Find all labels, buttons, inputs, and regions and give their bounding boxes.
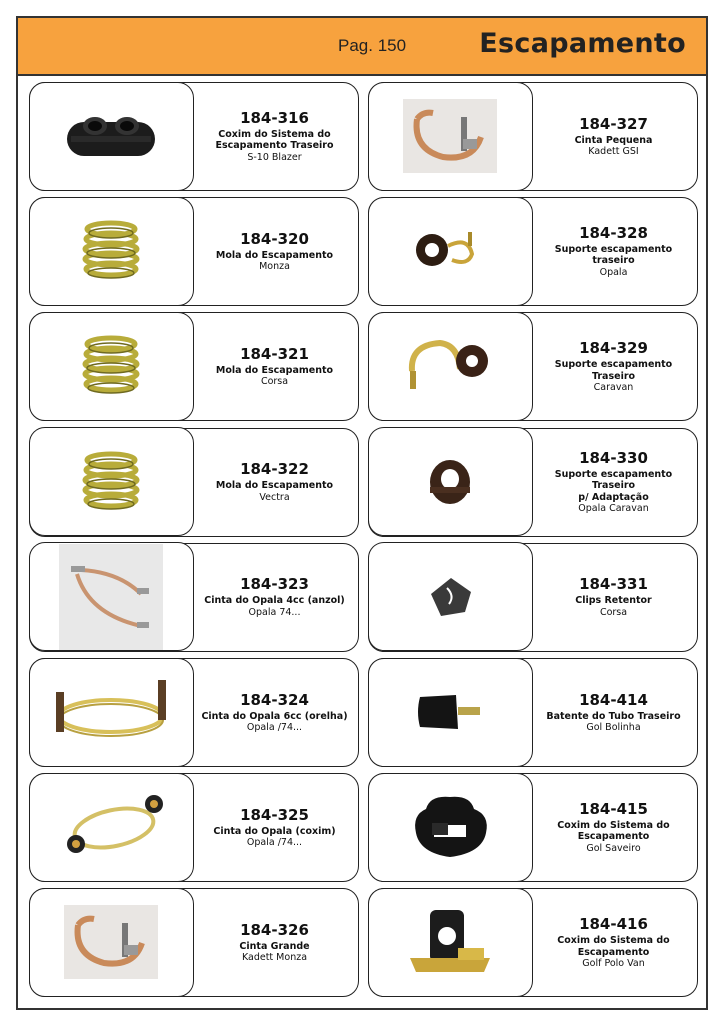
product-code: 184-331 bbox=[579, 575, 648, 594]
product-code: 184-325 bbox=[240, 805, 309, 824]
product-application: Opala /74... bbox=[246, 722, 303, 733]
product-code: 184-324 bbox=[240, 690, 309, 709]
product-info bbox=[195, 659, 354, 766]
product-name: Coxim do Sistema do bbox=[218, 128, 331, 140]
product-card-184-330 bbox=[368, 428, 698, 537]
spring-icon bbox=[29, 427, 194, 536]
product-code: 184-328 bbox=[579, 223, 648, 242]
product-card-184-316 bbox=[29, 82, 359, 191]
product-card-184-320 bbox=[29, 197, 359, 306]
product-name: Clips Retentor bbox=[575, 595, 652, 607]
rubber-stop-icon bbox=[368, 658, 533, 767]
product-card-184-416 bbox=[368, 888, 698, 997]
product-name: Mola do Escapamento bbox=[215, 249, 334, 261]
product-name: Mola do Escapamento bbox=[215, 480, 334, 492]
product-info bbox=[195, 889, 354, 996]
clip-icon bbox=[368, 542, 533, 651]
product-application: S-10 Blazer bbox=[247, 151, 302, 163]
product-name: Suporte escapamento traseiro bbox=[554, 243, 673, 267]
product-application: Opala 74... bbox=[248, 606, 301, 618]
product-name: Mola do Escapamento bbox=[215, 364, 334, 376]
product-card-184-325 bbox=[29, 773, 359, 882]
spring-icon bbox=[29, 312, 194, 421]
product-name: Cinta do Opala (coxim) bbox=[213, 825, 336, 837]
product-name: p/ Adaptação bbox=[578, 491, 649, 503]
product-application: Monza bbox=[259, 261, 290, 273]
product-info bbox=[195, 198, 354, 305]
product-application: Corsa bbox=[260, 376, 289, 388]
product-info bbox=[534, 313, 693, 420]
spring-icon bbox=[29, 197, 194, 306]
product-application: Opala bbox=[599, 266, 628, 278]
product-info bbox=[534, 774, 693, 881]
section-title: Escapamento bbox=[479, 28, 686, 59]
product-application: Golf Polo Van bbox=[582, 958, 645, 970]
product-info bbox=[534, 198, 693, 305]
product-application: Gol Bolinha bbox=[586, 722, 641, 733]
product-info bbox=[534, 889, 693, 996]
product-code: 184-329 bbox=[579, 339, 648, 358]
product-code: 184-322 bbox=[240, 460, 309, 479]
product-name: Batente do Tubo Traseiro bbox=[546, 710, 681, 722]
product-code: 184-416 bbox=[579, 915, 648, 934]
product-application: Gol Saveiro bbox=[586, 842, 641, 854]
product-name: Suporte escapamento Traseiro bbox=[554, 359, 673, 382]
product-card-184-327 bbox=[368, 82, 698, 191]
product-name: Coxim do Sistema do bbox=[557, 935, 670, 947]
product-application: Opala /74... bbox=[246, 837, 303, 849]
copper-clamp-icon bbox=[29, 888, 194, 997]
product-card-184-321 bbox=[29, 312, 359, 421]
product-code: 184-323 bbox=[240, 575, 309, 594]
product-info bbox=[534, 429, 693, 536]
rubber-mount-icon bbox=[368, 773, 533, 882]
product-name: Escapamento Traseiro bbox=[215, 140, 334, 152]
product-card-184-322 bbox=[29, 428, 359, 537]
steel-clamp-icon bbox=[29, 542, 194, 651]
page-number: Pag. 150 bbox=[338, 36, 407, 55]
product-name: Cinta do Opala 4cc (anzol) bbox=[204, 595, 345, 607]
product-card-184-415 bbox=[368, 773, 698, 882]
product-card-184-323 bbox=[29, 543, 359, 652]
product-application: Corsa bbox=[599, 606, 628, 618]
product-name: Escapamento bbox=[577, 831, 650, 843]
mount-bracket-icon bbox=[368, 888, 533, 997]
product-application: Opala Caravan bbox=[578, 503, 649, 515]
product-card-184-331 bbox=[368, 543, 698, 652]
product-code: 184-316 bbox=[240, 108, 309, 127]
product-info bbox=[195, 544, 354, 651]
product-name: Cinta do Opala 6cc (orelha) bbox=[201, 710, 348, 722]
product-info bbox=[195, 313, 354, 420]
product-code: 184-414 bbox=[579, 690, 648, 709]
product-name: Coxim do Sistema do bbox=[557, 819, 670, 831]
rubber-hanger-icon bbox=[29, 82, 194, 191]
copper-clamp-icon bbox=[368, 82, 533, 191]
product-application: Kadett Monza bbox=[241, 952, 308, 964]
band-with-mounts-icon bbox=[29, 773, 194, 882]
product-code: 184-327 bbox=[579, 114, 648, 133]
product-code: 184-330 bbox=[579, 448, 648, 467]
product-code: 184-320 bbox=[240, 229, 309, 248]
product-code: 184-321 bbox=[240, 344, 309, 363]
product-card-184-329 bbox=[368, 312, 698, 421]
product-application: Kadett GSI bbox=[588, 146, 639, 157]
product-name: Escapamento bbox=[577, 946, 650, 958]
product-application: Vectra bbox=[259, 491, 290, 503]
product-info bbox=[534, 83, 693, 190]
product-name: Cinta Grande bbox=[239, 940, 310, 952]
yellow-band-icon bbox=[29, 658, 194, 767]
product-code: 184-415 bbox=[579, 799, 648, 818]
page-header bbox=[18, 18, 706, 76]
product-application: Caravan bbox=[593, 382, 634, 394]
bracket-clip-icon bbox=[368, 197, 533, 306]
product-code: 184-326 bbox=[240, 920, 309, 939]
product-name: Suporte escapamento Traseiro bbox=[554, 468, 673, 492]
product-info bbox=[534, 544, 693, 651]
product-card-184-328 bbox=[368, 197, 698, 306]
product-info bbox=[195, 429, 354, 536]
product-card-184-414 bbox=[368, 658, 698, 767]
product-card-184-326 bbox=[29, 888, 359, 997]
product-info bbox=[534, 659, 693, 766]
product-info bbox=[195, 774, 354, 881]
product-info bbox=[195, 83, 354, 190]
product-name: Cinta Pequena bbox=[574, 134, 653, 146]
product-card-184-324 bbox=[29, 658, 359, 767]
bracket-clamp-icon bbox=[368, 312, 533, 421]
bushing-icon bbox=[368, 427, 533, 536]
